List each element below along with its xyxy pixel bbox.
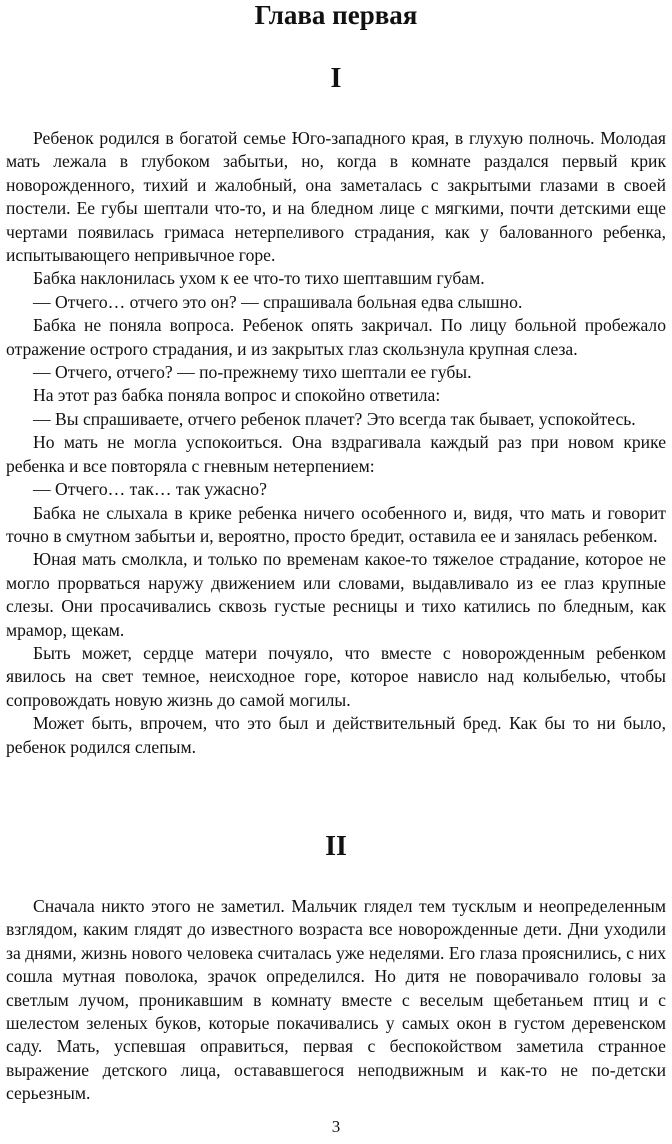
paragraph: — Отчего, отчего? — по-прежнему тихо шептали ее губы. bbox=[33, 362, 472, 383]
paragraph: Может быть, впрочем, что это был и действительный бред. Как бы то ни было, ребенок родился слепым. bbox=[6, 713, 666, 757]
paragraph: Бабка наклонилась ухом к ее что-то тихо шептавшим губам. bbox=[33, 268, 485, 289]
paragraph: Бабка не поняла вопроса. Ребенок опять закричал. По лицу больной пробежало отражение острого страдания, и из закрытых глаз скользнула крупная слеза. bbox=[6, 315, 666, 359]
paragraph: Но мать не могла успокоиться. Она вздрагивала каждый раз при новом крике ребенка и все повторяла с гневным нетерпением: bbox=[6, 432, 666, 476]
section-2-text bbox=[6, 895, 666, 1106]
section-numeral-2: II bbox=[325, 831, 347, 862]
section-numeral-1: I bbox=[330, 63, 342, 94]
paragraph: На этот раз бабка поняла вопрос и спокойно ответила: bbox=[33, 385, 441, 406]
paragraph: Юная мать смолкла, и только по временам какое-то тяжелое страдание, которое не могло прорваться наружу движением или словами, выдавливало из ее глаз крупные слезы. Они просачивались сквозь густые ресницы и тихо катились по бледным, как мрамор, щекам. bbox=[6, 549, 666, 640]
chapter-title: Глава первая bbox=[254, 0, 418, 30]
paragraph: — Отчего… отчего это он? — спрашивала больная едва слышно. bbox=[33, 291, 523, 312]
paragraph: Сначала никто этого не заметил. Мальчик глядел тем тусклым и неопределенным взглядом, каким глядят до известного возраста все новорожденные дети. Дни уходили за днями, жизнь нового человека считалась уже неделями. Его глаза прояснились, с них сошла мутная поволока, зрачок определился. Но дитя не поворачивало головы за светлым лучом, проникавшим в комнату вместе с веселым щебетаньем птиц и с шелестом зеленых буков, которые покачивались у самых окон в густом деревенском саду. Мать, успевшая оправиться, первая с беспокойством заметила странное выражение детского лица, остававшегося неподвижным и как-то не по-детски серьезным. bbox=[6, 896, 666, 1104]
page-number: 3 bbox=[331, 1117, 341, 1136]
paragraph: — Вы спрашиваете, отчего ребенок плачет? Это всегда так бывает, успокойтесь. bbox=[33, 408, 636, 429]
paragraph: Бабка не слыхала в крике ребенка ничего особенного и, видя, что мать и говорит точно в смутном забытьи и, вероятно, просто бредит, оставила ее и занялась ребенком. bbox=[6, 502, 666, 546]
book-page bbox=[6, 0, 666, 1144]
section-1-text bbox=[6, 127, 666, 759]
paragraph: — Отчего… так… так ужасно? bbox=[33, 479, 267, 500]
paragraph: Ребенок родился в богатой семье Юго-западного края, в глухую полночь. Молодая мать лежала в глубоком забытьи, но, когда в комнате раздался первый крик новорожденного, тихий и жалобный, она заметалась с закрытыми глазами в своей постели. Ее губы шептали что-то, и на бледном лице с мягкими, почти детскими еще чертами появилась гримаса нетерпеливого страдания, как у балованного ребенка, испытывающего непривычное горе. bbox=[6, 128, 666, 266]
paragraph: Быть может, сердце матери почуяло, что вместе с новорожденным ребенком явилось на свет темное, неисходное горе, которое нависло над колыбелью, чтобы сопровождать новую жизнь до самой могилы. bbox=[6, 642, 666, 710]
